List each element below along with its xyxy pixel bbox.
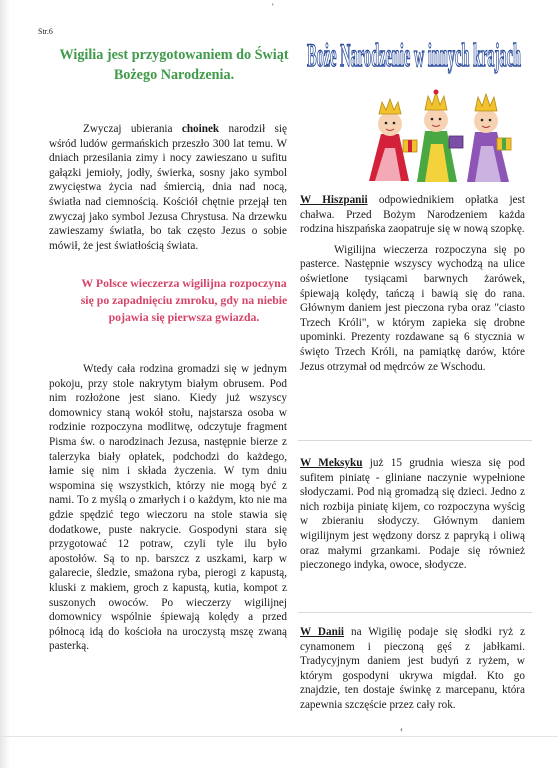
page-bottom-edge	[0, 736, 558, 737]
king-purple	[467, 94, 511, 182]
three-kings-illustration	[355, 86, 523, 186]
denmark-text: na Wigilię podaje się słodki ryż z cynamonem i pieczoną gęś z jabłkami. Tradycyjnym daniem jest budyń z ryżem, w którym gospodyni ukrywa migdał. Kto go znajdzie, ten dostaje świnkę z marcepanu, która zapewnia szczęście przez cały rok.	[300, 626, 525, 711]
king-green	[417, 90, 463, 183]
page-number: Str.6	[38, 27, 53, 36]
section-divider	[298, 440, 532, 441]
denmark-section	[300, 625, 525, 713]
mexico-section	[300, 456, 525, 573]
mexico-text: już 15 grudnia wiesza się pod sufitem piniatę - gliniane naczynie wypełnione słodyczami. Pod nią gromadzą się dzieci. Jedno z nich rozbija piniatę kijem, co rozpoczyna wyścig w zbieraniu słodyczy. Głównym daniem wigilijnym jest wędzony dorsz z papryką i oliwą oraz małymi grzankami. Podaje się również pieczonego indyka, owoce, słodycze.	[300, 457, 525, 572]
banner-title	[305, 26, 523, 80]
poland-subtitle: W Polsce wieczerza wigilijna rozpoczyna się po zapadnięciu zmroku, gdy na niebie pojawia się pierwsza gwiazda.	[80, 276, 288, 324]
country-heading-mexico: W Meksyku	[300, 457, 363, 469]
spain-section	[300, 193, 525, 374]
banner-text: Boże Narodzenie w innych krajach	[307, 38, 521, 74]
page-title: Wigilia jest przygotowaniem do Świąt Bożego Narodzenia.	[59, 47, 289, 83]
scan-edge-shadow	[0, 0, 10, 768]
intro-text-pre: Zwyczaj ubierania	[83, 123, 182, 135]
spain-text-2: Wigilijna wieczerza rozpoczyna się po pasterce. Następnie wszyscy wychodzą na ulice oświetlone tysiącami barwnych żarówek, śpiewają kolędy, tańczą i bawią się do rana. Głównym daniem jest pieczona ryba oraz "ciasto Trzech Króli", w którym zapieka się drobne upominki. Prezenty rozdawane są 6 stycznia w święto Trzech Króli, na pamiątkę darów, które Jezus otrzymał od mędrców ze Wschodu.	[300, 243, 525, 373]
spain-text-1: odpowiednikiem opłatka jest chałwa. Przed Bożym Narodzeniem każda rodzina hiszpańska zaopatruje się w nową szopkę.	[300, 194, 525, 236]
intro-text-post: narodził się wśród ludów germańskich przeszło 300 lat temu. W dniach przesilania zimy i nocy zawieszano u sufitu gałązki jemioły, jodły, świerka, sosny jako symbol zwycięstwa życia nad śmiercią, dnia nad nocą, światła nad ciemnością. Kościół chętnie przejął ten zwyczaj jako symbol Jezusa Chrystusa. Na drzewku zawieszamy światła, bo tak często Jezus o sobie mówił, że jest światłością świata.	[49, 123, 287, 252]
king-red	[369, 99, 417, 181]
christmas-tree-paragraph	[49, 122, 287, 253]
section-divider	[298, 612, 532, 613]
poland-paragraph	[49, 362, 287, 654]
banner-wordart	[305, 26, 523, 80]
country-heading-denmark: W Danii	[300, 626, 345, 638]
intro-highlight-choinek: choinek	[181, 123, 220, 135]
country-heading-spain: W Hiszpanii	[300, 194, 368, 206]
scan-speck: ‹	[400, 724, 403, 734]
scan-speck: '	[272, 2, 274, 12]
three-kings-icon	[355, 86, 523, 186]
poland-body-text: Wtedy cała rodzina gromadzi się w jednym pokoju, przy stole nakrytym białym obrusem. Pod nim rozłożone jest siano. Kiedy już wszyscy domownicy staną wokół stołu, najstarsza osoba w rodzinie rozpoczyna modlitwę, odczytuje fragment Pisma św. o narodzinach Jezusa, następnie bierze z talerzyka biały opłatek, podchodzi do każdego, łamie się nim i składa życzenia. W tym dniu wspomina się wszystkich, którzy nie mogą być z nami. To z myślą o zmarłych i o każdym, kto nie ma gdzie spędzić tego wieczoru na stole stawia się dodatkowe, puste nakrycie. Gospodyni stara się przygotować 12 potraw, czyli tyle ilu było apostołów. Są to np. barszcz z uszkami, karp w galarecie, śledzie, smażona ryba, pierogi z kapustą, kluski z makiem, groch z kapustą, kutia, kompot z suszonych owoców. Po wieczerzy wigilijnej domownicy wspólnie śpiewają kolędy a przed północą idą do kościoła na uroczystą mszę zwaną pasterką.	[49, 363, 287, 653]
